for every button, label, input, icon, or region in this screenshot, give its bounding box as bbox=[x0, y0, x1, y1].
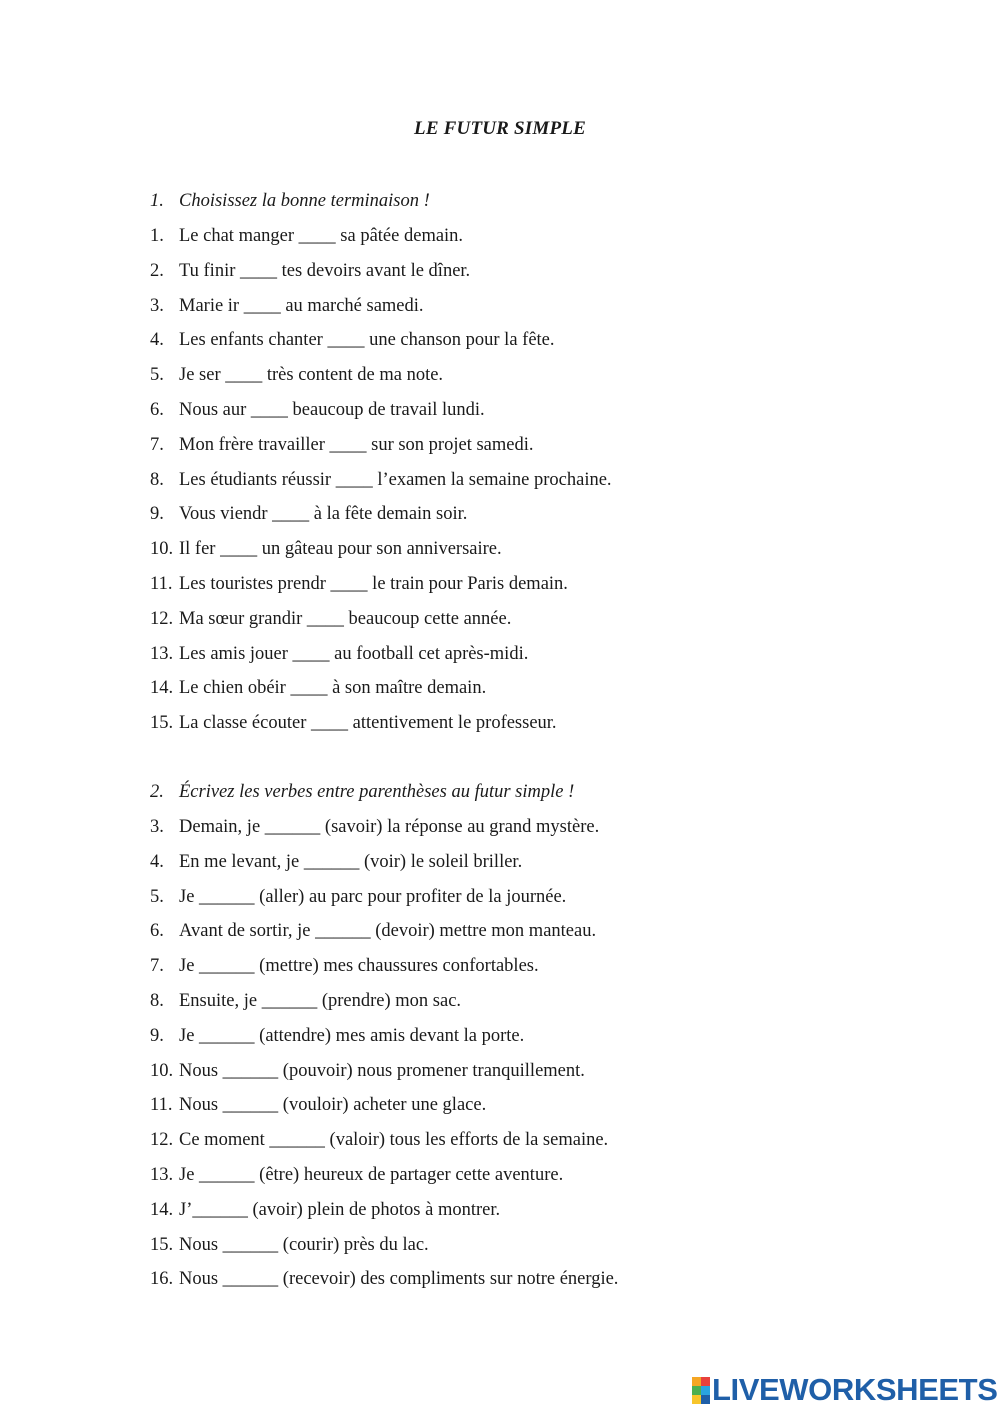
exercise-item bbox=[150, 327, 555, 353]
logo-mark-icon bbox=[692, 1377, 710, 1404]
exercise-item bbox=[150, 293, 424, 319]
item-text: La classe écouter ____ attentivement le professeur. bbox=[179, 713, 557, 734]
item-number: 12. bbox=[150, 608, 174, 629]
item-text: Le chien obéir ____ à son maître demain. bbox=[179, 678, 487, 699]
exercise-item bbox=[150, 536, 502, 562]
item-text: Je ______ (être) heureux de partager cette aventure. bbox=[179, 1165, 564, 1185]
item-number: 3. bbox=[150, 817, 164, 837]
item-number: 10. bbox=[150, 539, 174, 560]
exercise-item bbox=[150, 397, 485, 423]
item-text: J’______ (avoir) plein de photos à montrer. bbox=[179, 1199, 501, 1220]
liveworksheets-logo bbox=[692, 1372, 997, 1408]
exercise-item bbox=[150, 1058, 585, 1084]
item-number: 4. bbox=[150, 851, 164, 872]
logo-text: LIVEWORKSHEETS bbox=[712, 1372, 998, 1407]
exercise-2-number: 2. bbox=[150, 782, 164, 802]
item-text: Je ______ (attendre) mes amis devant la porte. bbox=[179, 1025, 525, 1046]
item-text: Avant de sortir, je ______ (devoir) mettre mon manteau. bbox=[179, 921, 597, 942]
item-text: Je ser ____ très content de ma note. bbox=[179, 365, 444, 386]
item-number: 10. bbox=[150, 1060, 174, 1081]
exercise-item bbox=[150, 849, 522, 875]
item-number: 16. bbox=[150, 1269, 174, 1290]
item-text: Nous ______ (courir) près du lac. bbox=[179, 1234, 429, 1255]
item-number: 9. bbox=[150, 1025, 164, 1046]
exercise-item bbox=[150, 223, 463, 249]
item-text: Marie ir ____ au marché samedi. bbox=[179, 295, 424, 316]
item-text: Les enfants chanter ____ une chanson pour la fête. bbox=[179, 330, 555, 351]
exercise-item bbox=[150, 501, 467, 527]
exercise-1-number: 1. bbox=[150, 191, 164, 211]
item-number: 13. bbox=[150, 1165, 174, 1185]
exercise-item bbox=[150, 641, 528, 667]
exercise-item bbox=[150, 1232, 429, 1258]
exercise-item bbox=[150, 884, 566, 910]
item-text: Mon frère travailler ____ sur son projet samedi. bbox=[179, 434, 534, 455]
exercise-1-instruction: Choisissez la bonne terminaison ! bbox=[179, 191, 430, 211]
item-number: 7. bbox=[150, 956, 164, 977]
exercise-item bbox=[150, 675, 486, 701]
exercise-item bbox=[150, 258, 470, 284]
item-text: Ma sœur grandir ____ beaucoup cette année. bbox=[179, 608, 512, 629]
item-text: Ensuite, je ______ (prendre) mon sac. bbox=[179, 991, 462, 1011]
item-text: Nous ______ (recevoir) des compliments sur notre énergie. bbox=[179, 1269, 619, 1290]
item-text: Tu finir ____ tes devoirs avant le dîner. bbox=[179, 260, 471, 281]
exercise-item bbox=[150, 1092, 486, 1118]
exercise-item bbox=[150, 710, 557, 736]
item-text: Nous ______ (pouvoir) nous promener tranquillement. bbox=[179, 1060, 585, 1081]
exercise-item bbox=[150, 1266, 618, 1292]
exercise-item bbox=[150, 814, 599, 840]
exercise-1-heading bbox=[150, 188, 430, 214]
item-number: 4. bbox=[150, 330, 164, 351]
exercise-item bbox=[150, 467, 612, 493]
item-text: Nous aur ____ beaucoup de travail lundi. bbox=[179, 400, 485, 420]
item-text: En me levant, je ______ (voir) le soleil briller. bbox=[179, 851, 523, 872]
item-number: 12. bbox=[150, 1130, 174, 1151]
item-number: 14. bbox=[150, 678, 174, 699]
exercise-item bbox=[150, 1023, 524, 1049]
exercise-2-instruction: Écrivez les verbes entre parenthèses au futur simple ! bbox=[179, 782, 575, 802]
item-number: 15. bbox=[150, 713, 174, 734]
exercise-item bbox=[150, 432, 533, 458]
exercise-2-heading bbox=[150, 779, 574, 805]
item-number: 3. bbox=[150, 295, 164, 316]
item-text: Je ______ (aller) au parc pour profiter de la journée. bbox=[179, 886, 567, 907]
exercise-item bbox=[150, 1197, 500, 1223]
item-number: 8. bbox=[150, 991, 164, 1011]
item-number: 15. bbox=[150, 1234, 174, 1255]
exercise-item bbox=[150, 953, 539, 979]
worksheet-title: LE FUTUR SIMPLE bbox=[414, 118, 586, 139]
item-number: 14. bbox=[150, 1199, 174, 1220]
item-text: Les touristes prendr ____ le train pour Paris demain. bbox=[179, 574, 568, 594]
item-number: 2. bbox=[150, 260, 164, 281]
item-number: 5. bbox=[150, 365, 164, 386]
item-text: Je ______ (mettre) mes chaussures confortables. bbox=[179, 956, 539, 977]
exercise-item bbox=[150, 606, 511, 632]
item-number: 11. bbox=[150, 1095, 173, 1116]
item-number: 13. bbox=[150, 643, 174, 664]
item-text: Vous viendr ____ à la fête demain soir. bbox=[179, 504, 468, 525]
item-text: Demain, je ______ (savoir) la réponse au grand mystère. bbox=[179, 817, 600, 837]
exercise-item bbox=[150, 362, 443, 388]
item-number: 6. bbox=[150, 400, 164, 420]
item-number: 7. bbox=[150, 434, 164, 455]
item-number: 5. bbox=[150, 886, 164, 907]
item-number: 1. bbox=[150, 226, 164, 246]
item-text: Les étudiants réussir ____ l’examen la semaine prochaine. bbox=[179, 469, 612, 490]
item-number: 6. bbox=[150, 921, 164, 942]
item-text: Il fer ____ un gâteau pour son anniversaire. bbox=[179, 539, 502, 560]
item-number: 8. bbox=[150, 469, 164, 490]
exercise-item bbox=[150, 1162, 563, 1188]
item-number: 11. bbox=[150, 574, 173, 594]
item-text: Les amis jouer ____ au football cet après-midi. bbox=[179, 643, 529, 664]
exercise-item bbox=[150, 571, 568, 597]
exercise-item bbox=[150, 988, 461, 1014]
exercise-item bbox=[150, 1127, 608, 1153]
item-text: Le chat manger ____ sa pâtée demain. bbox=[179, 226, 464, 246]
item-text: Nous ______ (vouloir) acheter une glace. bbox=[179, 1095, 487, 1116]
exercise-item bbox=[150, 918, 596, 944]
item-number: 9. bbox=[150, 504, 164, 525]
item-text: Ce moment ______ (valoir) tous les efforts de la semaine. bbox=[179, 1130, 609, 1151]
